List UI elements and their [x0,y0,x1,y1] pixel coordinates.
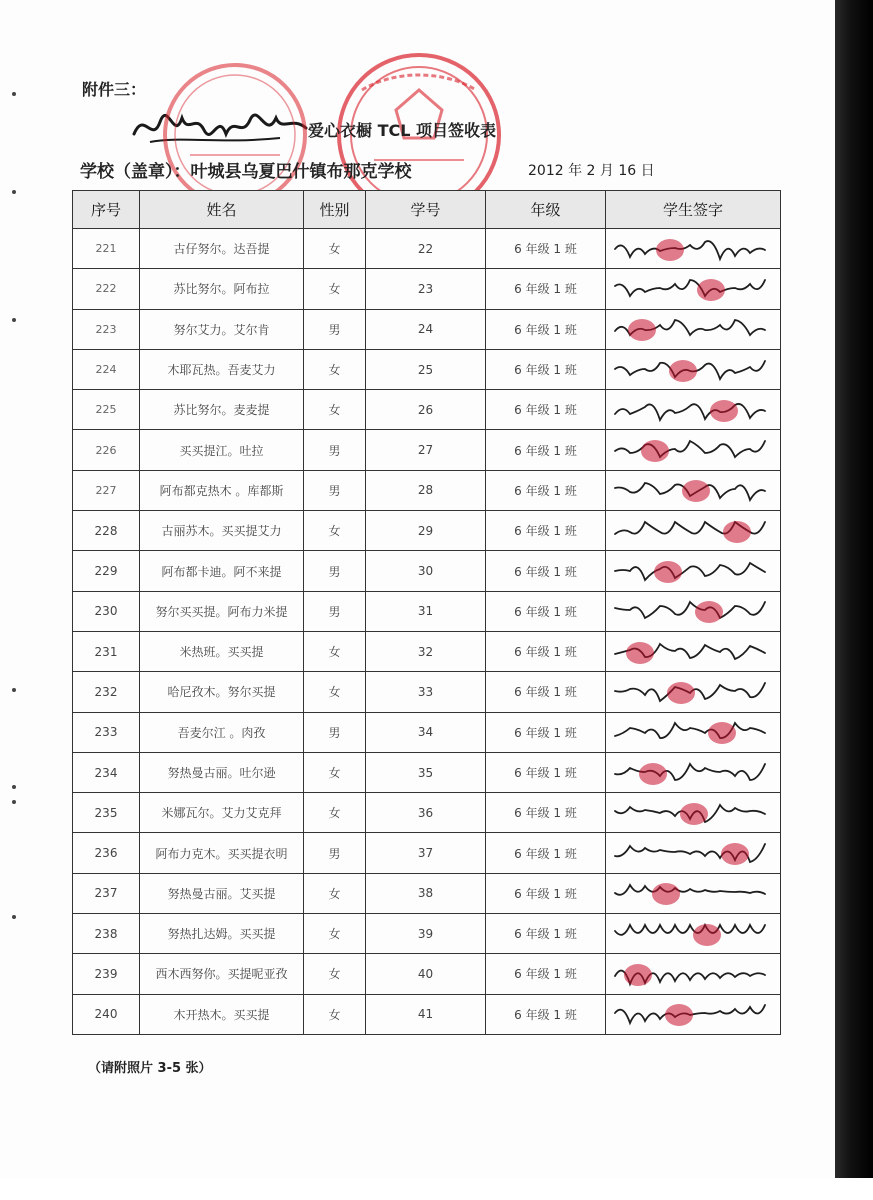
row-number: 231 [73,631,140,671]
row-student-id: 26 [366,390,486,430]
form-date: 2012 年 2 月 16 日 [528,163,655,179]
table-row [73,672,781,712]
handwritten-signature [607,836,779,870]
row-name: 古仔努尔。达吾提 [140,229,304,269]
table-row [73,390,781,430]
table-row [73,309,781,349]
table-row [73,349,781,389]
row-student-id: 33 [366,672,486,712]
row-name: 努热曼古丽。吐尔逊 [140,752,304,792]
row-signature [606,349,781,389]
table-row [73,511,781,551]
fingerprint-mark [665,1004,693,1026]
row-number: 226 [73,430,140,470]
row-grade: 6 年级 1 班 [486,591,606,631]
handwritten-signature [607,796,779,830]
table-row [73,229,781,269]
row-number: 221 [73,229,140,269]
row-name: 阿布都克热木 。库都斯 [140,470,304,510]
row-signature [606,873,781,913]
fingerprint-mark [639,763,667,785]
row-gender: 男 [304,591,366,631]
row-name: 阿布都卡迪。阿不来提 [140,551,304,591]
row-number: 233 [73,712,140,752]
row-student-id: 36 [366,793,486,833]
table-row [73,954,781,994]
col-header-gender: 性别 [304,191,366,229]
row-grade: 6 年级 1 班 [486,470,606,510]
row-grade: 6 年级 1 班 [486,229,606,269]
handwritten-signature [607,232,779,266]
row-grade: 6 年级 1 班 [486,269,606,309]
handwritten-signature [607,433,779,467]
table-row [73,470,781,510]
fingerprint-mark [669,360,697,382]
row-grade: 6 年级 1 班 [486,873,606,913]
row-grade: 6 年级 1 班 [486,752,606,792]
attachment-label: 附件三： [82,80,147,99]
row-name: 木开热木。买买提 [140,994,304,1034]
fingerprint-mark [695,601,723,623]
row-grade: 6 年级 1 班 [486,994,606,1034]
handwritten-signature [607,635,779,669]
fingerprint-mark [708,722,736,744]
row-gender: 男 [304,430,366,470]
handwritten-signature [607,594,779,628]
row-gender: 男 [304,712,366,752]
row-name: 努尔买买提。阿布力米提 [140,591,304,631]
row-name: 西木西努你。买提呢亚孜 [140,954,304,994]
handwritten-signature [130,104,310,150]
row-student-id: 28 [366,470,486,510]
handwritten-signature [607,514,779,548]
row-name: 努热曼古丽。艾买提 [140,873,304,913]
handwritten-signature [607,756,779,790]
row-number: 230 [73,591,140,631]
row-signature [606,833,781,873]
table-row [73,873,781,913]
handwritten-signature [607,554,779,588]
row-student-id: 37 [366,833,486,873]
row-signature [606,793,781,833]
row-number: 228 [73,511,140,551]
col-header-number: 序号 [73,191,140,229]
row-grade: 6 年级 1 班 [486,551,606,591]
row-grade: 6 年级 1 班 [486,793,606,833]
row-number: 222 [73,269,140,309]
handwritten-signature [607,393,779,427]
row-grade: 6 年级 1 班 [486,390,606,430]
row-name: 努尔艾力。艾尔肯 [140,309,304,349]
row-gender: 女 [304,793,366,833]
row-student-id: 27 [366,430,486,470]
table-row [73,430,781,470]
row-grade: 6 年级 1 班 [486,349,606,389]
page-bottom-margin [0,1178,873,1200]
fingerprint-mark [682,480,710,502]
row-name: 苏比努尔。麦麦提 [140,390,304,430]
fingerprint-mark [626,642,654,664]
row-gender: 女 [304,994,366,1034]
row-signature [606,954,781,994]
row-gender: 男 [304,833,366,873]
row-gender: 女 [304,631,366,671]
handwritten-signature [607,957,779,991]
fingerprint-mark [656,239,684,261]
handwritten-signature [607,353,779,387]
fingerprint-mark [723,521,751,543]
row-gender: 女 [304,269,366,309]
photo-note: （请附照片 3-5 张） [88,1061,212,1076]
row-signature [606,712,781,752]
punch-hole [12,318,16,322]
row-number: 224 [73,349,140,389]
row-number: 232 [73,672,140,712]
row-signature [606,672,781,712]
handwritten-signature [607,312,779,346]
row-student-id: 24 [366,309,486,349]
row-signature [606,269,781,309]
row-signature [606,390,781,430]
fingerprint-mark [654,561,682,583]
table-row [73,833,781,873]
row-gender: 女 [304,672,366,712]
row-signature [606,511,781,551]
handwritten-signature [607,675,779,709]
row-number: 225 [73,390,140,430]
table-row [73,591,781,631]
row-student-id: 30 [366,551,486,591]
row-name: 买买提江。吐拉 [140,430,304,470]
fingerprint-mark [710,400,738,422]
row-student-id: 31 [366,591,486,631]
punch-hole [12,92,16,96]
fingerprint-mark [697,279,725,301]
row-name: 古丽苏木。买买提艾力 [140,511,304,551]
row-name: 阿布力克木。买买提衣明 [140,833,304,873]
row-number: 234 [73,752,140,792]
row-name: 哈尼孜木。努尔买提 [140,672,304,712]
punch-hole [12,800,16,804]
row-grade: 6 年级 1 班 [486,672,606,712]
fingerprint-mark [624,964,652,986]
fingerprint-mark [652,883,680,905]
fingerprint-mark [628,319,656,341]
row-gender: 女 [304,954,366,994]
school-name: 学校（盖章）：叶城县乌夏巴什镇布那克学校 [80,162,412,182]
fingerprint-mark [680,803,708,825]
row-student-id: 38 [366,873,486,913]
table-row [73,631,781,671]
row-student-id: 22 [366,229,486,269]
row-name: 米娜瓦尔。艾力艾克拜 [140,793,304,833]
col-header-grade: 年级 [486,191,606,229]
sign-off-table [72,190,781,1035]
row-student-id: 39 [366,914,486,954]
handwritten-signature [607,272,779,306]
table-row [73,994,781,1034]
row-student-id: 23 [366,269,486,309]
row-gender: 女 [304,349,366,389]
row-number: 223 [73,309,140,349]
row-name: 吾麦尔江 。肉孜 [140,712,304,752]
row-signature [606,229,781,269]
row-signature [606,631,781,671]
row-grade: 6 年级 1 班 [486,430,606,470]
table-row [73,551,781,591]
row-gender: 男 [304,551,366,591]
row-signature [606,551,781,591]
row-grade: 6 年级 1 班 [486,712,606,752]
form-title: 爱心衣橱 TCL 项目签收表 [308,121,496,140]
row-number: 238 [73,914,140,954]
col-header-name: 姓名 [140,191,304,229]
row-signature [606,309,781,349]
row-signature [606,470,781,510]
handwritten-signature [607,473,779,507]
row-signature [606,994,781,1034]
row-signature [606,430,781,470]
row-student-id: 34 [366,712,486,752]
handwritten-signature [607,876,779,910]
row-signature [606,591,781,631]
row-grade: 6 年级 1 班 [486,511,606,551]
handwritten-signature [607,997,779,1031]
row-signature [606,914,781,954]
table-row [73,269,781,309]
row-student-id: 32 [366,631,486,671]
row-student-id: 41 [366,994,486,1034]
row-student-id: 25 [366,349,486,389]
row-number: 227 [73,470,140,510]
row-gender: 男 [304,309,366,349]
row-student-id: 40 [366,954,486,994]
row-gender: 男 [304,470,366,510]
row-name: 苏比努尔。阿布拉 [140,269,304,309]
scanner-edge [835,0,873,1200]
row-number: 237 [73,873,140,913]
row-gender: 女 [304,873,366,913]
fingerprint-mark [641,440,669,462]
fingerprint-mark [667,682,695,704]
table-row [73,752,781,792]
punch-hole [12,688,16,692]
table-header-row [73,191,781,229]
table-row [73,712,781,752]
row-gender: 女 [304,511,366,551]
col-header-signature: 学生签字 [606,191,781,229]
table-row [73,914,781,954]
row-grade: 6 年级 1 班 [486,631,606,671]
row-number: 240 [73,994,140,1034]
row-gender: 女 [304,752,366,792]
handwritten-signature [607,917,779,951]
punch-hole [12,190,16,194]
row-grade: 6 年级 1 班 [486,914,606,954]
row-student-id: 29 [366,511,486,551]
handwritten-signature [607,715,779,749]
row-number: 229 [73,551,140,591]
row-number: 235 [73,793,140,833]
row-grade: 6 年级 1 班 [486,833,606,873]
col-header-student-id: 学号 [366,191,486,229]
row-name: 努热扎达姆。买买提 [140,914,304,954]
punch-hole [12,915,16,919]
row-number: 239 [73,954,140,994]
row-grade: 6 年级 1 班 [486,309,606,349]
fingerprint-mark [693,924,721,946]
row-name: 米热班。买买提 [140,631,304,671]
row-gender: 女 [304,229,366,269]
punch-hole [12,785,16,789]
fingerprint-mark [721,843,749,865]
row-student-id: 35 [366,752,486,792]
row-signature [606,752,781,792]
row-grade: 6 年级 1 班 [486,954,606,994]
row-number: 236 [73,833,140,873]
row-name: 木耶瓦热。吾麦艾力 [140,349,304,389]
row-gender: 女 [304,390,366,430]
row-gender: 女 [304,914,366,954]
table-row [73,793,781,833]
